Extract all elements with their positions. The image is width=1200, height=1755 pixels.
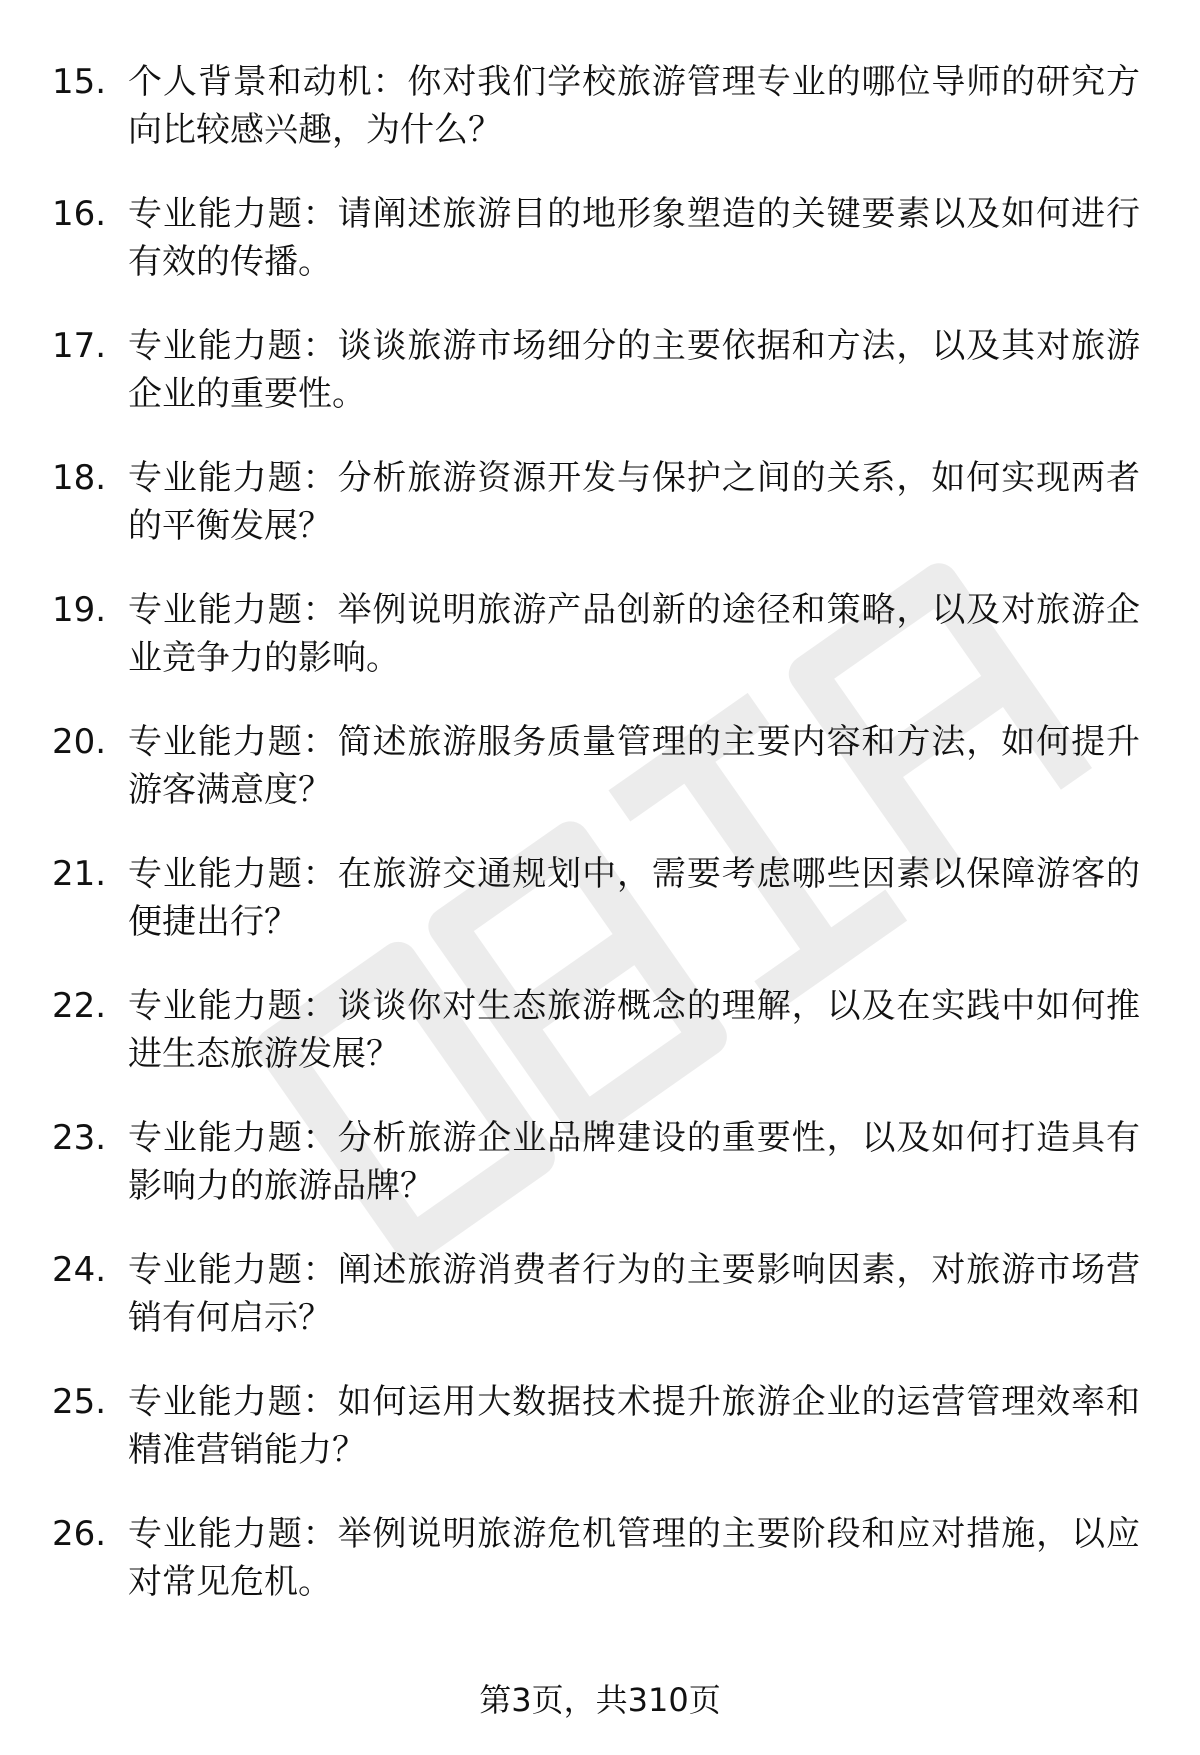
question-text: 专业能力题：简述旅游服务质量管理的主要内容和方法，如何提升游客满意度？ <box>128 722 1140 810</box>
question-item <box>0 586 1200 718</box>
question-text: 个人背景和动机：你对我们学校旅游管理专业的哪位导师的研究方向比较感兴趣，为什么？ <box>128 62 1140 150</box>
page-indicator: 第3页，共310页 <box>479 1681 721 1719</box>
question-item <box>0 718 1200 850</box>
question-item <box>0 850 1200 982</box>
question-item <box>0 190 1200 322</box>
question-text: 专业能力题：阐述旅游消费者行为的主要影响因素，对旅游市场营销有何启示？ <box>128 1250 1140 1338</box>
question-text: 专业能力题：分析旅游企业品牌建设的重要性，以及如何打造具有影响力的旅游品牌？ <box>128 1118 1140 1206</box>
question-number: 20. <box>52 722 107 762</box>
question-number: 26. <box>52 1514 107 1554</box>
question-number: 17. <box>52 326 107 366</box>
question-number: 25. <box>52 1382 107 1422</box>
question-text: 专业能力题：请阐述旅游目的地形象塑造的关键要素以及如何进行有效的传播。 <box>128 194 1140 282</box>
question-text: 专业能力题：谈谈旅游市场细分的主要依据和方法，以及其对旅游企业的重要性。 <box>128 326 1140 414</box>
question-number: 24. <box>52 1250 107 1290</box>
question-number: 15. <box>52 62 107 102</box>
question-number: 21. <box>52 854 107 894</box>
question-item <box>0 322 1200 454</box>
question-text: 专业能力题：举例说明旅游产品创新的途径和策略，以及对旅游企业竞争力的影响。 <box>128 590 1140 678</box>
question-number: 22. <box>52 986 107 1026</box>
question-text: 专业能力题：在旅游交通规划中，需要考虑哪些因素以保障游客的便捷出行？ <box>128 854 1140 942</box>
question-item <box>0 1510 1200 1642</box>
question-text: 专业能力题：谈谈你对生态旅游概念的理解，以及在实践中如何推进生态旅游发展？ <box>128 986 1140 1074</box>
question-item <box>0 1114 1200 1246</box>
question-text: 专业能力题：如何运用大数据技术提升旅游企业的运营管理效率和精准营销能力？ <box>128 1382 1140 1470</box>
question-item <box>0 1246 1200 1378</box>
question-number: 18. <box>52 458 107 498</box>
question-item <box>0 982 1200 1114</box>
question-number: 19. <box>52 590 107 630</box>
question-item <box>0 454 1200 586</box>
question-text: 专业能力题：举例说明旅游危机管理的主要阶段和应对措施，以应对常见危机。 <box>128 1514 1140 1602</box>
question-text: 专业能力题：分析旅游资源开发与保护之间的关系，如何实现两者的平衡发展？ <box>128 458 1140 546</box>
question-item <box>0 1378 1200 1510</box>
question-number: 23. <box>52 1118 107 1158</box>
question-item <box>0 58 1200 190</box>
question-list <box>0 58 1200 1642</box>
question-number: 16. <box>52 194 107 234</box>
